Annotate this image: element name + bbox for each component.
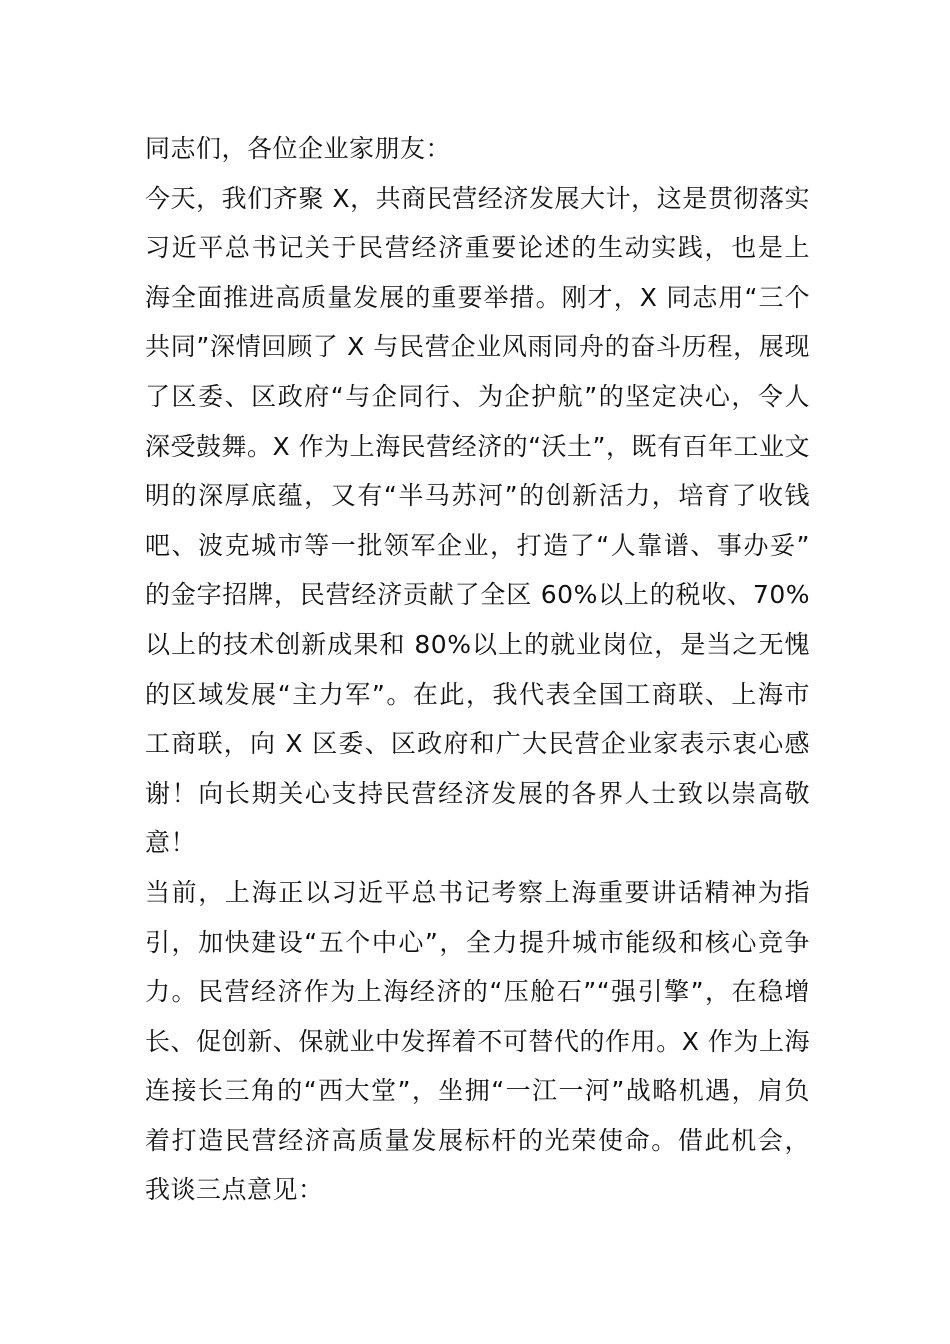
paragraph-1-line-8: 吧、波克城市等一批领军企业，打造了“人靠谱、事办妥”: [145, 530, 810, 560]
paragraph-2-line-7: 我谈三点意见：: [145, 1175, 324, 1205]
paragraph-1-line-6: 深受鼓舞。X 作为上海民营经济的“沃土”，既有百年工业文: [145, 431, 810, 461]
paragraph-1-line-1: 今天，我们齐聚 X，共商民营经济发展大计，这是贯彻落实: [145, 183, 810, 213]
paragraph-1-line-12: 工商联，向 X 区委、区政府和广大民营企业家表示衷心感: [145, 729, 810, 759]
paragraph-2-line-2: 引，加快建设“五个中心”，全力提升城市能级和核心竞争: [145, 927, 810, 957]
paragraph-2-line-5: 连接长三角的“西大堂”，坐拥“一江一河”战略机遇，肩负: [145, 1076, 810, 1106]
paragraph-1-line-10: 以上的技术创新成果和 80%以上的就业岗位，是当之无愧: [145, 629, 810, 659]
paragraph-2-line-6: 着打造民营经济高质量发展标杆的光荣使命。借此机会，: [145, 1125, 810, 1155]
paragraph-2-line-1: 当前，上海正以习近平总书记考察上海重要讲话精神为指: [145, 877, 810, 907]
speech-text: [145, 124, 810, 1215]
paragraph-1-line-13: 谢！向长期关心支持民营经济发展的各界人士致以崇高敬: [145, 778, 810, 808]
paragraph-1-line-7: 明的深厚底蕴，又有“半马苏河”的创新活力，培育了收钱: [145, 481, 810, 511]
greeting-line: 同志们，各位企业家朋友：: [145, 134, 452, 163]
paragraph-1-line-9: 的金字招牌，民营经济贡献了全区 60%以上的税收、70%: [145, 580, 810, 610]
paragraph-1-line-4: 共同”深情回顾了 X 与民营企业风雨同舟的奋斗历程，展现: [145, 332, 810, 362]
paragraph-1-line-3: 海全面推进高质量发展的重要举措。刚才，X 同志用“三个: [145, 282, 810, 312]
paragraph-1-line-2: 习近平总书记关于民营经济重要论述的生动实践，也是上: [145, 233, 810, 263]
paragraph-1-line-5: 了区委、区政府“与企同行、为企护航”的坚定决心，令人: [145, 381, 810, 411]
paragraph-1-line-14: 意！: [145, 828, 197, 858]
paragraph-1-line-11: 的区域发展“主力军”。在此，我代表全国工商联、上海市: [145, 679, 810, 709]
paragraph-2-line-3: 力。民营经济作为上海经济的“压舱石”“强引擎”，在稳增: [145, 977, 810, 1007]
paragraph-2-line-4: 长、促创新、保就业中发挥着不可替代的作用。X 作为上海: [145, 1026, 810, 1056]
